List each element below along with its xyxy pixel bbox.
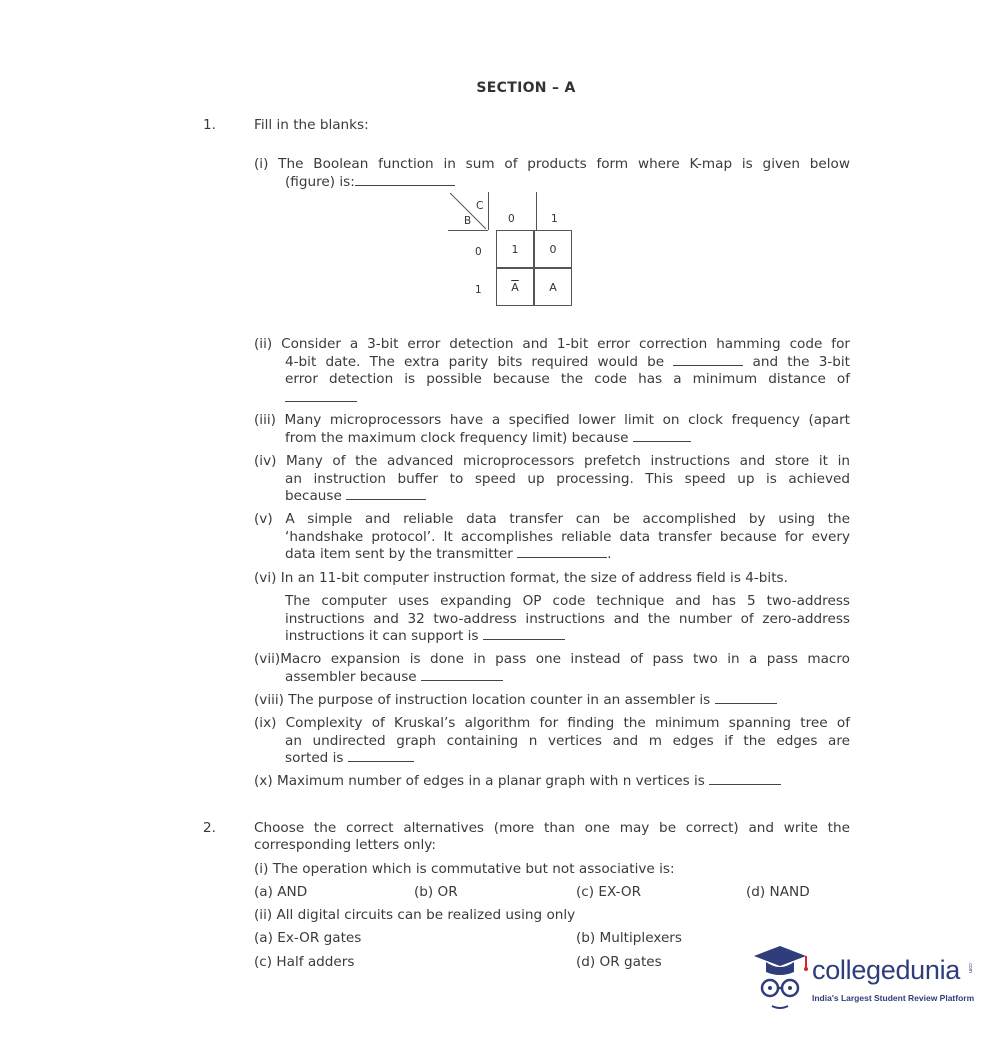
kmap-figure bbox=[448, 192, 576, 308]
q1-vii-line2: assembler because bbox=[285, 669, 503, 687]
kmap-row-label: 0 bbox=[475, 246, 482, 258]
q1-vi-line4: instructions it can support is bbox=[285, 628, 565, 646]
q1-iv-line2: an instruction buffer to speed up processing. This speed up is achieved bbox=[285, 471, 850, 487]
q1-iv-line3: because bbox=[285, 488, 426, 506]
kmap-row-label: 1 bbox=[475, 284, 482, 296]
q1-vii-line1: (vii)Macro expansion is done in pass one instead of pass two in a pass macro bbox=[254, 651, 850, 667]
section-title: SECTION – A bbox=[476, 80, 576, 96]
collegedunia-logo-text: collegedunia bbox=[812, 955, 961, 985]
q2-i-option-b: (b) OR bbox=[414, 884, 458, 900]
q2-ii-option-b: (b) Multiplexers bbox=[576, 930, 682, 946]
q2-ii-option-c: (c) Half adders bbox=[254, 954, 355, 970]
kmap-tick-1 bbox=[488, 192, 489, 230]
q2-line1: Choose the correct alternatives (more than one may be correct) and write the bbox=[254, 820, 850, 836]
answer-blank bbox=[346, 488, 426, 500]
q1-ix-line2: an undirected graph containing n vertices and m edges if the edges are bbox=[285, 733, 850, 749]
q1-ix-line3: sorted is bbox=[285, 750, 414, 768]
q1-vi-line3: instructions and 32 two-address instructions and the number of zero-address bbox=[285, 611, 850, 627]
q1-vi-line1: (vi) In an 11-bit computer instruction format, the size of address field is 4-bits. bbox=[254, 570, 788, 586]
kmap-tick-3 bbox=[448, 230, 488, 231]
answer-blank bbox=[715, 692, 777, 704]
kmap-col-var: C bbox=[476, 200, 484, 212]
q1-ii-line1: (ii) Consider a 3-bit error detection and 1-bit error correction hamming code for bbox=[254, 336, 850, 352]
answer-blank bbox=[673, 354, 743, 366]
answer-blank bbox=[285, 392, 357, 402]
q2-i-text: (i) The operation which is commutative but not associative is: bbox=[254, 861, 675, 877]
kmap-tick-2 bbox=[536, 192, 537, 230]
kmap-cell: 1 bbox=[496, 230, 534, 268]
q1-i-line2: (figure) is: bbox=[285, 174, 455, 192]
q1-v-line2: ‘handshake protocol’. It accomplishes reliable data transfer because for every bbox=[285, 529, 850, 545]
q1-iv-line1: (iv) Many of the advanced microprocessors prefetch instructions and store it in bbox=[254, 453, 850, 469]
q1-ii-line2: 4-bit date. The extra parity bits required would be and the 3-bit bbox=[285, 354, 850, 370]
kmap-col-label: 0 bbox=[508, 213, 515, 225]
q1-ix-line1: (ix) Complexity of Kruskal’s algorithm for finding the minimum spanning tree of bbox=[254, 715, 850, 731]
q1-v-line1: (v) A simple and reliable data transfer can be accomplished by using the bbox=[254, 511, 850, 527]
answer-blank bbox=[348, 750, 414, 762]
question-number-2: 2. bbox=[203, 820, 216, 836]
kmap-cell: A bbox=[534, 268, 572, 306]
q2-i-option-c: (c) EX-OR bbox=[576, 884, 642, 900]
q1-vi-line2: The computer uses expanding OP code technique and has 5 two-address bbox=[285, 593, 850, 609]
kmap-cell: 0 bbox=[534, 230, 572, 268]
kmap-cell-a-bar: $\overline{A}$ bbox=[496, 268, 534, 306]
q2-ii-text: (ii) All digital circuits can be realized using only bbox=[254, 907, 576, 923]
answer-blank bbox=[421, 669, 503, 681]
collegedunia-tagline: India's Largest Student Review Platform bbox=[812, 993, 975, 1003]
kmap-col-label: 1 bbox=[551, 213, 558, 225]
q2-i-option-d: (d) NAND bbox=[746, 884, 810, 900]
answer-blank bbox=[517, 546, 607, 558]
q1-viii-line1: (viii) The purpose of instruction location counter in an assembler is bbox=[254, 692, 777, 710]
q1-iii-line1: (iii) Many microprocessors have a specified lower limit on clock frequency (apart bbox=[254, 412, 850, 428]
q2-i-option-a: (a) AND bbox=[254, 884, 308, 900]
q1-v-line3: data item sent by the transmitter . bbox=[285, 546, 612, 562]
answer-blank bbox=[633, 430, 691, 442]
q1-ii-line3: error detection is possible because the code has a minimum distance of bbox=[285, 371, 850, 387]
answer-blank bbox=[709, 773, 781, 785]
q2-line2: corresponding letters only: bbox=[254, 837, 436, 853]
q2-ii-option-a: (a) Ex-OR gates bbox=[254, 930, 362, 946]
q1-prompt: Fill in the blanks: bbox=[254, 117, 369, 133]
answer-blank bbox=[355, 174, 455, 186]
q1-i-line1: (i) The Boolean function in sum of products form where K-map is given below bbox=[254, 156, 850, 172]
q1-x-line1: (x) Maximum number of edges in a planar graph with n vertices is bbox=[254, 773, 781, 791]
question-number-1: 1. bbox=[203, 117, 216, 133]
q1-iii-line2: from the maximum clock frequency limit) because bbox=[285, 430, 691, 448]
collegedunia-logo-com: .com bbox=[967, 962, 973, 973]
answer-blank bbox=[483, 628, 565, 640]
collegedunia-mascot-icon bbox=[750, 942, 812, 1014]
kmap-row-var: B bbox=[464, 215, 472, 227]
q2-ii-option-d: (d) OR gates bbox=[576, 954, 662, 970]
